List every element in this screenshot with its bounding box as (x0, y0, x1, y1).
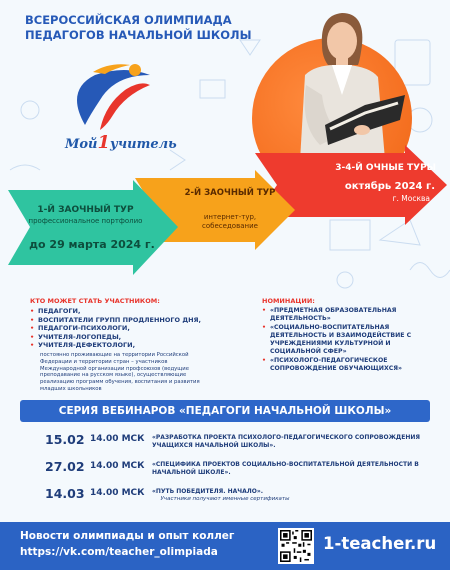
stage-1-subtitle: профессиональное портфолио (28, 217, 143, 225)
webinar-series-banner: СЕРИЯ ВЕБИНАРОВ «ПЕДАГОГИ НАЧАЛЬНОЙ ШКОЛЫ» (20, 400, 430, 422)
stage-3-date: октябрь 2024 г. (344, 181, 435, 192)
nominations-heading: НОМИНАЦИИ: (262, 297, 315, 305)
stage-2-subtitle-line-2: собеседование (202, 222, 258, 230)
stage-3-label: 3-4-Й ОЧНЫЕ ТУРЫ (335, 163, 436, 173)
footer-vk-link[interactable]: https://vk.com/teacher_olimpiada (20, 546, 218, 558)
participant-item: • ПЕДАГОГИ, (30, 307, 230, 316)
participants-section (30, 297, 230, 393)
participants-heading: КТО МОЖЕТ СТАТЬ УЧАСТНИКОМ: (30, 297, 160, 305)
footer-website[interactable]: 1-teacher.ru (323, 534, 437, 553)
nominations-section (262, 297, 432, 374)
schedule-topic: «РАЗРАБОТКА ПРОЕКТА ПСИХОЛОГО-ПЕДАГОГИЧЕСКОГО СОПРОВОЖДЕНИЯ УЧАЩИХСЯ НАЧАЛЬНОЙ ШКОЛЫ». (152, 434, 421, 449)
schedule-time: 14.00 МСК (90, 434, 145, 444)
schedule-date: 14.03 (45, 486, 85, 501)
schedule-row (45, 432, 425, 459)
logo-wordmark (65, 132, 177, 153)
stage-2-label: 2-Й ЗАОЧНЫЙ ТУР (184, 188, 276, 198)
arrow-stage-1 (8, 180, 178, 275)
title-line-1: ВСЕРОССИЙСКАЯ ОЛИМПИАДА (25, 13, 232, 27)
schedule-topic: «СПЕЦИФИКА ПРОЕКТОВ СОЦИАЛЬНО-ВОСПИТАТЕЛЬНОЙ ДЕЯТЕЛЬНОСТИ В НАЧАЛЬНОЙ ШКОЛЕ». (152, 461, 419, 476)
schedule-topic: «ПУТЬ ПОБЕДИТЕЛЯ. НАЧАЛО». (152, 488, 263, 495)
nomination-item: • «ПСИХОЛОГО-ПЕДАГОГИЧЕСКОЕ СОПРОВОЖДЕНИЕ ОБУЧАЮЩИХСЯ» (262, 357, 432, 373)
nomination-item: • «ПРЕДМЕТНАЯ ОБРАЗОВАТЕЛЬНАЯ ДЕЯТЕЛЬНОСТЬ» (262, 307, 432, 323)
participant-item: • УЧИТЕЛЯ-ДЕФЕКТОЛОГИ, (30, 341, 230, 350)
participant-item: • ВОСПИТАТЕЛИ ГРУПП ПРОДЛЕННОГО ДНЯ, (30, 316, 230, 325)
certificate-note: Участники получают именные сертификаты (160, 496, 290, 502)
logo-number: 1 (97, 132, 111, 153)
stage-1-date: до 29 марта 2024 г. (29, 238, 155, 251)
stage-2-subtitle-line-1: интернет-тур, (203, 213, 257, 221)
footer-news-text: Новости олимпиады и опыт коллег (20, 530, 235, 542)
qr-code-icon[interactable] (278, 528, 314, 564)
footer-bar (0, 522, 450, 570)
logo-word-moy: Мой (65, 137, 98, 152)
logo-word-uchitel: учитель (110, 137, 177, 152)
title-line-2: ПЕДАГОГОВ НАЧАЛЬНОЙ ШКОЛЫ (25, 28, 252, 42)
participants-note: постоянно проживающие на территории Российской Федерации и территории стран – участников Международной организации профсоюзов (ведущие преподавание на русском языке), осуществляющие реализацию программ обучения, воспитания и развития младших школьников (40, 351, 200, 392)
schedule-date: 15.02 (45, 432, 85, 447)
page-title (25, 13, 285, 43)
stage-2-subtitle (180, 213, 280, 231)
stage-1-label: 1-Й ЗАОЧНЫЙ ТУР (37, 205, 134, 215)
schedule-time: 14.00 МСК (90, 488, 145, 498)
nominations-list (262, 307, 432, 373)
participant-item: • УЧИТЕЛЯ-ЛОГОПЕДЫ, (30, 333, 230, 342)
schedule-row (45, 459, 425, 486)
stage-3-city: г. Москва (392, 194, 430, 203)
participants-list (30, 307, 230, 350)
participant-item: • ПЕДАГОГИ-ПСИХОЛОГИ, (30, 324, 230, 333)
schedule-time: 14.00 МСК (90, 461, 145, 471)
schedule-date: 27.02 (45, 459, 85, 474)
nomination-item: • «СОЦИАЛЬНО-ВОСПИТАТЕЛЬНАЯ ДЕЯТЕЛЬНОСТЬ И ВЗАИМОДЕЙСТВИЕ С УЧРЕЖДЕНИЯМИ КУЛЬТУРНОЙ И СОЦИАЛЬНОЙ СФЕР» (262, 324, 432, 356)
